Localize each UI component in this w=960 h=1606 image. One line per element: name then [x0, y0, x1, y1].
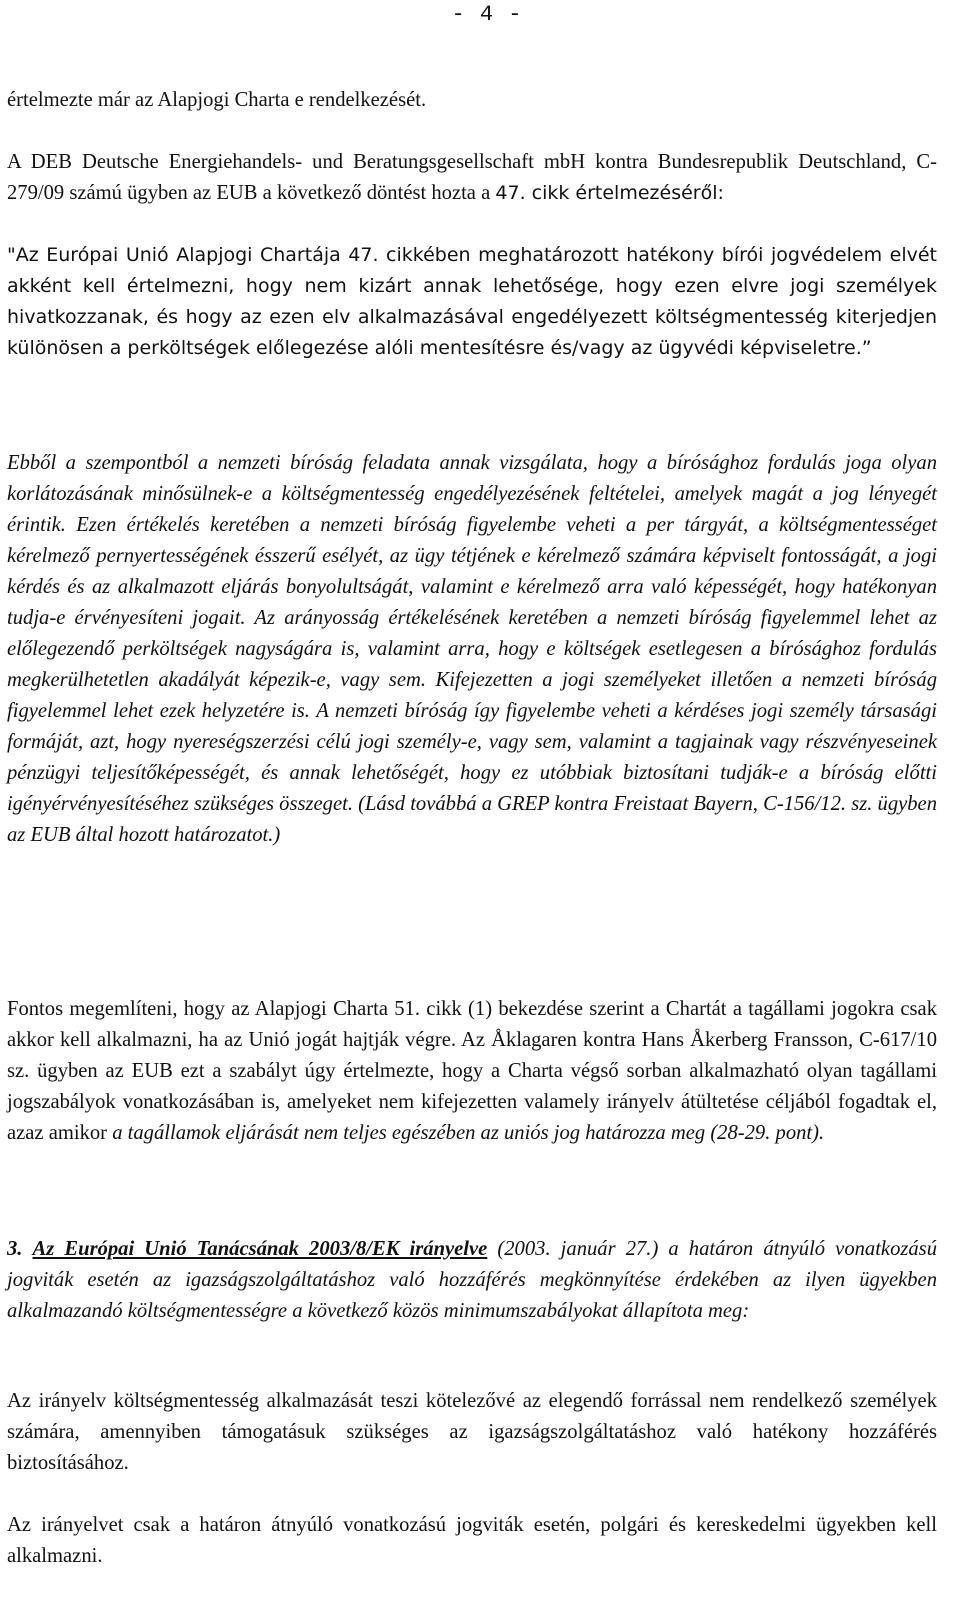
paragraph-directive-scope: Az irányelvet csak a határon átnyúló vonatkozású jogviták esetén, polgári és kereskedelmi ügyekben kell alkalmazni.	[7, 1514, 937, 1567]
paragraph-directive-obligation: Az irányelv költségmentesség alkalmazását teszi kötelezővé az elegendő forrással nem rendelkező személyek számára, amennyiben támogatásuk szükséges az igazságszolgáltatáshoz való hatékony hozzáférés biztosításához.	[7, 1390, 937, 1474]
page-number: - 4 -	[451, 2, 523, 27]
section-3-directive	[7, 1234, 937, 1327]
paragraph-deb-case	[7, 147, 937, 209]
section-title: Az Európai Unió Tanácsának 2003/8/EK irányelve	[32, 1238, 488, 1260]
paragraph-intro: értelmezte már az Alapjogi Charta e rendelkezését.	[7, 89, 427, 111]
charter-scope-italic: a tagállamok eljárását nem teljes egészében az uniós jog határozza meg (28-29. pont).	[112, 1122, 825, 1144]
deb-case-article: 47. cikk értelmezéséről:	[495, 182, 724, 204]
paragraph-quote: "Az Európai Unió Alapjogi Chartája 47. cikkében meghatározott hatékony bírói jogvédelem elvét akként kell értelmezni, hogy nem kizárt annak lehetősége, hogy ezen elvre jogi személyek hivatkozzanak, és hogy az ezen elv alkalmazásával engedélyezett költségmentesség kiterjedjen különösen a perköltségek előlegezése alóli mentesítésre és/vagy az ügyvédi képviseletre.”	[7, 244, 937, 359]
document-page	[7, 0, 937, 1606]
paragraph-court-assessment: Ebből a szempontból a nemzeti bíróság feladata annak vizsgálata, hogy a bírósághoz fordulás joga olyan korlátozásának minősülnek-e a költségmentesség engedélyezésének feltételei, amelyek magát a jog lényegét érintik. Ezen értékelés keretében a nemzeti bíróság figyelembe veheti a per tárgyát, a költségmentességet kérelmező pernyertességének ésszerű esélyét, az ügy tétjének e kérelmező számára képviselt fontosságát, a jogi kérdés és az alkalmazott eljárás bonyolultságát, valamint e kérelmező arra való képességét, hogy hatékonyan tudja-e érvényesíteni jogait. Az arányosság értékelésének keretében a nemzeti bíróság figyelemmel lehet az előlegezendő perköltségek nagyságára is, valamint arra, hogy e költségek esetlegesen a bírósághoz fordulás megkerülhetetlen akadályát képezik-e, vagy sem. Kifejezetten a jogi személyeket illetően a nemzeti bíróság figyelemmel lehet ezek helyzetére is. A nemzeti bíróság így figyelembe veheti a kérdéses jogi személy társasági formáját, azt, hogy nyereségszerzési célú jogi személy-e, vagy sem, valamint a tagjainak vagy részvényeseinek pénzügyi teljesítőképességét, és annak lehetőségét, hogy ez utóbbiak biztosítani tudják-e a bíróság előtti igényérvényesítéséhez szükséges összeget. (Lásd továbbá a GREP kontra Freistaat Bayern, C-156/12. sz. ügyben az EUB által hozott határozatot.)	[7, 452, 937, 846]
section-text: (2003. január 27.) a határon átnyúló vonatkozású jogviták esetén az igazságszolgáltatáshoz való hozzáférés megkönnyítése érdekében az ilyen ügyekben alkalmazandó költségmentességre a következő közös minimumszabályokat állapítota meg:	[7, 1238, 937, 1322]
section-number: 3.	[7, 1238, 23, 1260]
charter-scope-text: Fontos megemlíteni, hogy az Alapjogi Charta 51. cikk (1) bekezdése szerint a Chartát a tagállami jogokra csak akkor kell alkalmazni, ha az Unió jogát hajtják végre. Az Åklagaren kontra Hans Åkerberg Fransson, C-617/10 sz. ügyben az EUB ezt a szabályt úgy értelmezte, hogy a Charta végső sorban alkalmazható olyan tagállami jogszabályok vonatkozásában is, amelyeket nem kifejezetten valamely irányelv átültetése céljából fogadtak el, azaz amikor	[7, 998, 937, 1144]
deb-case-text: A DEB Deutsche Energiehandels- und Beratungsgesellschaft mbH kontra Bundesrepublik Deutschland, C-279/09 számú ügyben az EUB a következő döntést hozta a	[7, 151, 937, 204]
paragraph-charter-scope	[7, 994, 937, 1149]
